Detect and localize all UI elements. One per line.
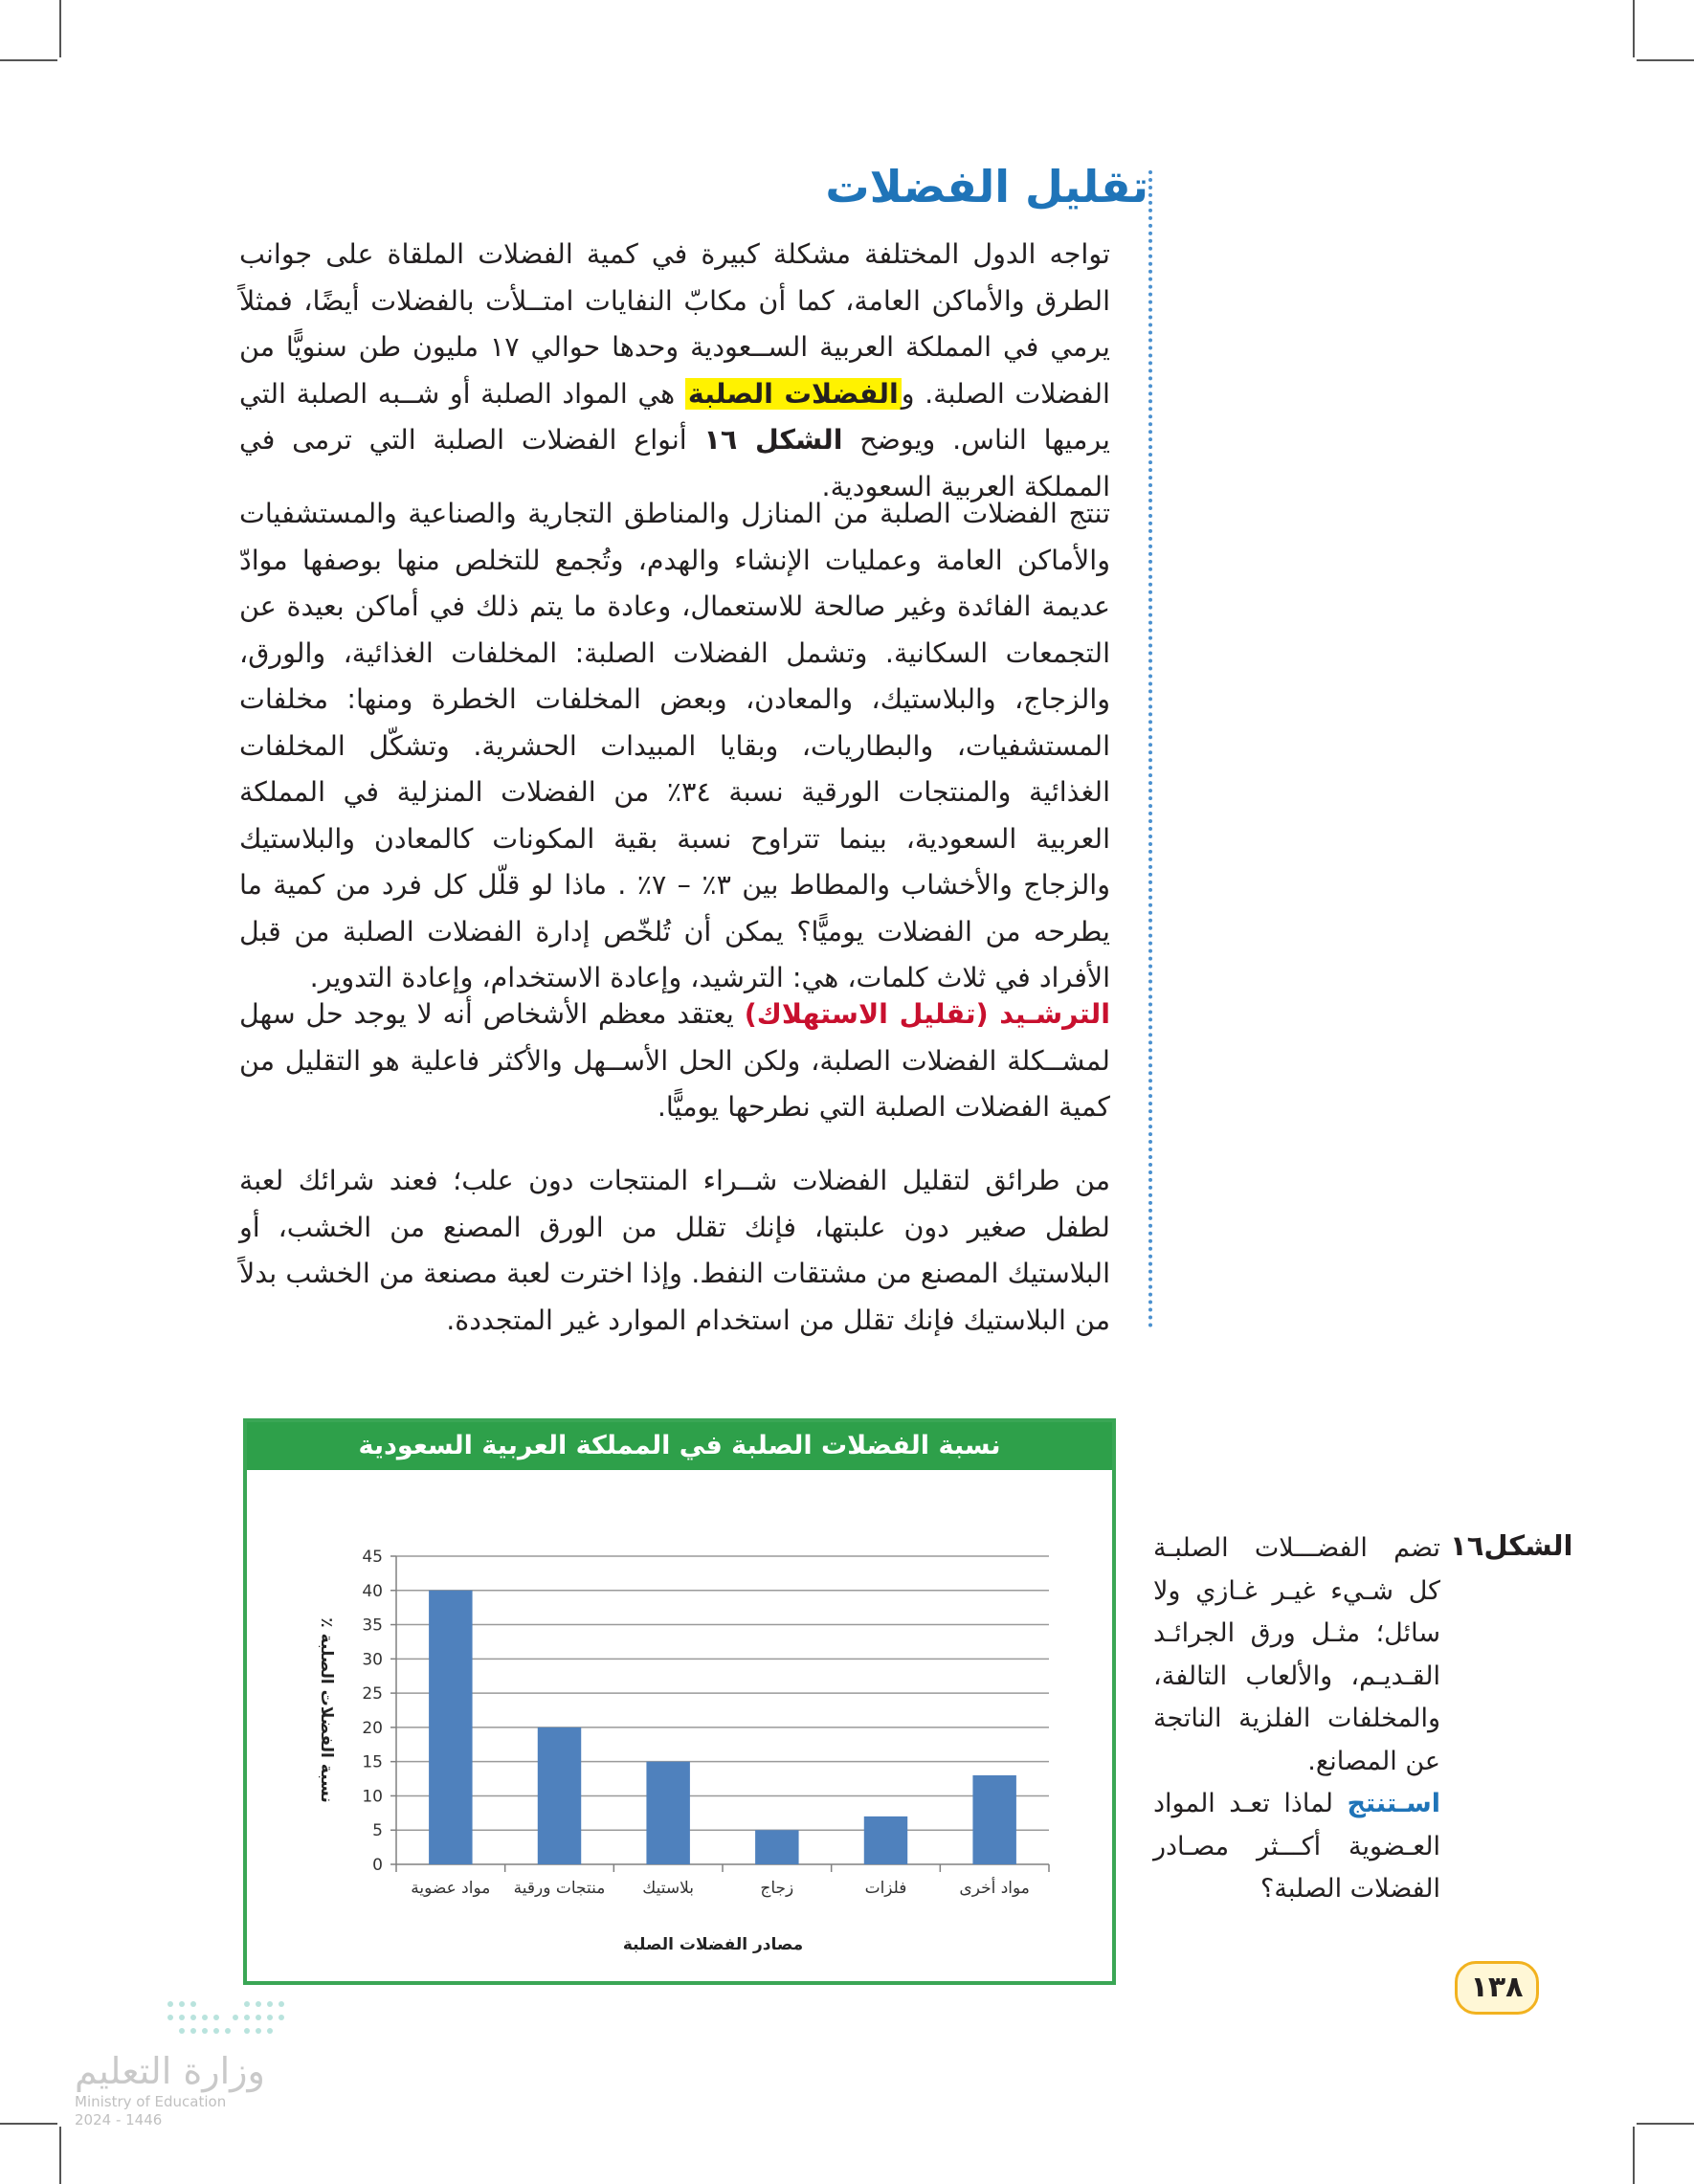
intro-text-start: تواجه الدول المختلفة مشكلة كبيرة في كمية الفضلات الملقاة على جوانب الطرق والأماكن العامة، كما أن مكابّ النفايات امتــلأت بالفضلات أيضًا، فمثلاً يرمي في المملكة العربية الســعودية وحدها حوالي ١٧ مليون طن سنويًّا من الفضلات الصلبة. و <box>239 238 1110 410</box>
crop-mark <box>0 2123 57 2125</box>
y-tick-label: 35 <box>362 1616 383 1636</box>
paragraph-sources-text: تنتج الفضلات الصلبة من المنازل والمناطق التجارية والصناعية والمستشفيات والأماكن العامة وعمليات الإنشاء والهدم، وتُجمع للتخلص منها بوصفها موادّ عديمة الفائدة وغير صالحة للاستعمال، وعادة ما يتم ذلك في أماكن بعيدة عن التجمعات السكانية. وتشمل الفضلات الصلبة: المخلفات الغذائية، والورق، والزجاج، والبلاستيك، والمعادن، وبعض المخلفات الخطرة ومنها: مخلفات المستشفيات، والبطاريات، وبقايا المبيدات الحشرية. وتشكّل المخلفات الغذائية والمنتجات الورقية نسبة ٣٤٪ من الفضلات المنزلية في المملكة العربية السعودية، بينما تتراوح نسبة بقية المكونات كالمعادن والبلاستيك والزجاج والأخشاب والمطاط بين ٣٪ – ٧٪ . ماذا لو قلّل كل فرد من كمية ما يطرحه من الفضلات يوميًّا؟ يمكن أن تُلخّص إدارة الفضلات الصلبة من قبل الأفراد في ثلاث كلمات، هي: الترشيد، وإعادة الاستخدام، وإعادة التدوير. <box>239 498 1110 993</box>
margin-dotted-rule <box>1148 170 1152 1328</box>
x-tick-label: مواد أخرى <box>959 1879 1030 1898</box>
reduce-heading: الترشـيد (تقليل الاستهلاك) <box>744 998 1110 1030</box>
chart-container <box>243 1418 1116 1985</box>
y-tick-label: 45 <box>362 1548 383 1567</box>
key-term-highlight: الفضلات الصلبة <box>685 378 902 410</box>
section-title: تقليل الفضلات <box>825 161 1148 212</box>
crop-mark <box>0 59 57 61</box>
y-tick-label: 10 <box>362 1787 383 1807</box>
y-tick-label: 20 <box>362 1718 383 1738</box>
bar <box>864 1816 907 1864</box>
bar <box>755 1830 798 1864</box>
paragraph-sources <box>239 491 1110 1002</box>
crop-mark <box>1633 2127 1635 2184</box>
bar <box>429 1591 472 1864</box>
crop-mark <box>59 2127 61 2184</box>
x-axis-label: مصادر الفضلات الصلبة <box>622 1935 804 1954</box>
logo-arabic-text: وزارة التعليم <box>75 2050 265 2092</box>
intro-text-end: أنواع الفضلات الصلبة التي ترمى في المملكة العربية السعودية. <box>239 424 1110 502</box>
bar-chart <box>247 1422 1112 1981</box>
paragraph-reduce <box>239 992 1110 1131</box>
y-tick-label: 40 <box>362 1581 383 1601</box>
chart-title: نسبة الفضلات الصلبة في المملكة العربية السعودية <box>247 1422 1112 1470</box>
x-tick-label: زجاج <box>760 1879 794 1898</box>
y-tick-label: 0 <box>372 1856 383 1875</box>
caption-text: تضم الفضـــلات الصلبـة كل شـيء غيـر غـازي ولا سائل؛ مثـل ورق الجرائـد القـديـم، والألعاب التالفة، والمخلفات الفلزية الناتجة عن المصانع. <box>1153 1533 1440 1776</box>
x-tick-label: منتجات ورقية <box>513 1879 606 1898</box>
paragraph-intro <box>239 232 1110 510</box>
figure-label: الشكل١٦ <box>1450 1529 1573 1562</box>
y-tick-label: 15 <box>362 1752 383 1772</box>
paragraph-methods-text: من طرائق لتقليل الفضلات شــراء المنتجات دون علب؛ فعند شرائك لعبة لطفل صغير دون علبتها، فإنك تقلل من الورق المصنع من الخشب، أو البلاستيك المصنع من مشتقات النفط. وإذا اخترت لعبة مصنعة من الخشب بدلاً من البلاستيك فإنك تقلل من استخدام الموارد غير المتجددة. <box>239 1165 1110 1336</box>
ministry-logo <box>75 1995 323 2128</box>
y-tick-label: 25 <box>362 1684 383 1705</box>
x-tick-label: مواد عضوية <box>411 1879 491 1898</box>
infer-question: لماذا تعـد المواد العـضوية أكـــثر مصـادر الفضلات الصلبة؟ <box>1153 1789 1440 1904</box>
page-number: ١٣٨ <box>1455 1961 1539 2015</box>
figure-reference: الشكل ١٦ <box>703 424 843 456</box>
bar <box>646 1762 689 1864</box>
bar <box>538 1727 581 1864</box>
crop-mark <box>1633 0 1635 57</box>
crop-mark <box>59 0 61 57</box>
intro-text-middle: هي المواد الصلبة أو شــبه الصلبة التي يرميها الناس. ويوضح <box>239 377 1110 456</box>
y-tick-label: 5 <box>372 1821 383 1841</box>
bar <box>972 1775 1015 1864</box>
reduce-text: يعتقد معظم الأشخاص أنه لا يوجد حل سهل لمشــكلة الفضلات الصلبة، ولكن الحل الأســهل والأكثر فاعلية هو التقليل من كمية الفضلات الصلبة التي نطرحها يوميًّا. <box>239 998 1110 1123</box>
logo-year-text: 2024 - 1446 <box>75 2111 163 2128</box>
y-axis-label: نسبة الفضلات الصلبة ٪ <box>317 1617 336 1803</box>
logo-dots-icon <box>161 1995 352 2052</box>
x-tick-label: فلزات <box>864 1879 907 1898</box>
infer-label: اسـتنتج <box>1347 1789 1440 1818</box>
crop-mark <box>1637 2123 1694 2125</box>
x-tick-label: بلاستيك <box>642 1879 695 1898</box>
logo-english-text: Ministry of Education <box>75 2093 227 2110</box>
figure-caption <box>1153 1527 1440 1911</box>
crop-mark <box>1637 59 1694 61</box>
y-tick-label: 30 <box>362 1650 383 1670</box>
paragraph-methods <box>239 1158 1110 1344</box>
